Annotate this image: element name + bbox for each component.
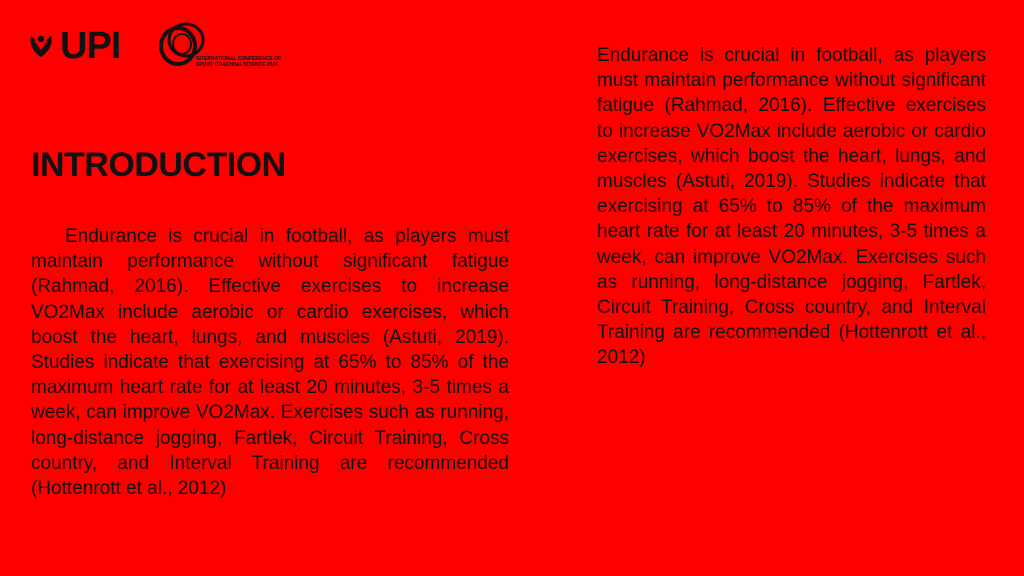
- intro-paragraph-right: Endurance is crucial in football, as players must maintain performance without significant fatigue (Rahmad, 2016). Effective exercises to increase VO2Max include aerobic or cardio exercises, which boost the heart, lungs, and muscles (Astuti, 2019). Studies indicate that exercising at 65% to 85% of the maximum heart rate for at least 20 minutes, 3-5 times a week, can improve VO2Max. Exercises such as running, long-distance jogging, Fartlek, Circuit Training, Cross country, and Interval Training are recommended (Hottenrott et al., 2012): [597, 45, 986, 369]
- upi-emblem-icon: [28, 33, 54, 59]
- upi-wordmark: UPI: [60, 25, 121, 67]
- conference-text: INTERNATIONAL CONFERENCE OF SPORT COACHING SCIENCE 2024: [196, 56, 282, 68]
- upi-logo: [28, 26, 120, 66]
- slide-title: INTRODUCTION: [31, 146, 286, 184]
- intro-paragraph-left: Endurance is crucial in football, as players must maintain performance without significant fatigue (Rahmad, 2016). Effective exercises to increase VO2Max include aerobic or cardio exercises, which boost the heart, lungs, and muscles (Astuti, 2019). Studies indicate that exercising at 65% to 85% of the maximum heart rate for at least 20 minutes, 3-5 times a week, can improve VO2Max. Exercises such as running, long-distance jogging, Fartlek, Circuit Training, Cross country, and Interval Training are recommended (Hottenrott et al., 2012): [31, 226, 509, 500]
